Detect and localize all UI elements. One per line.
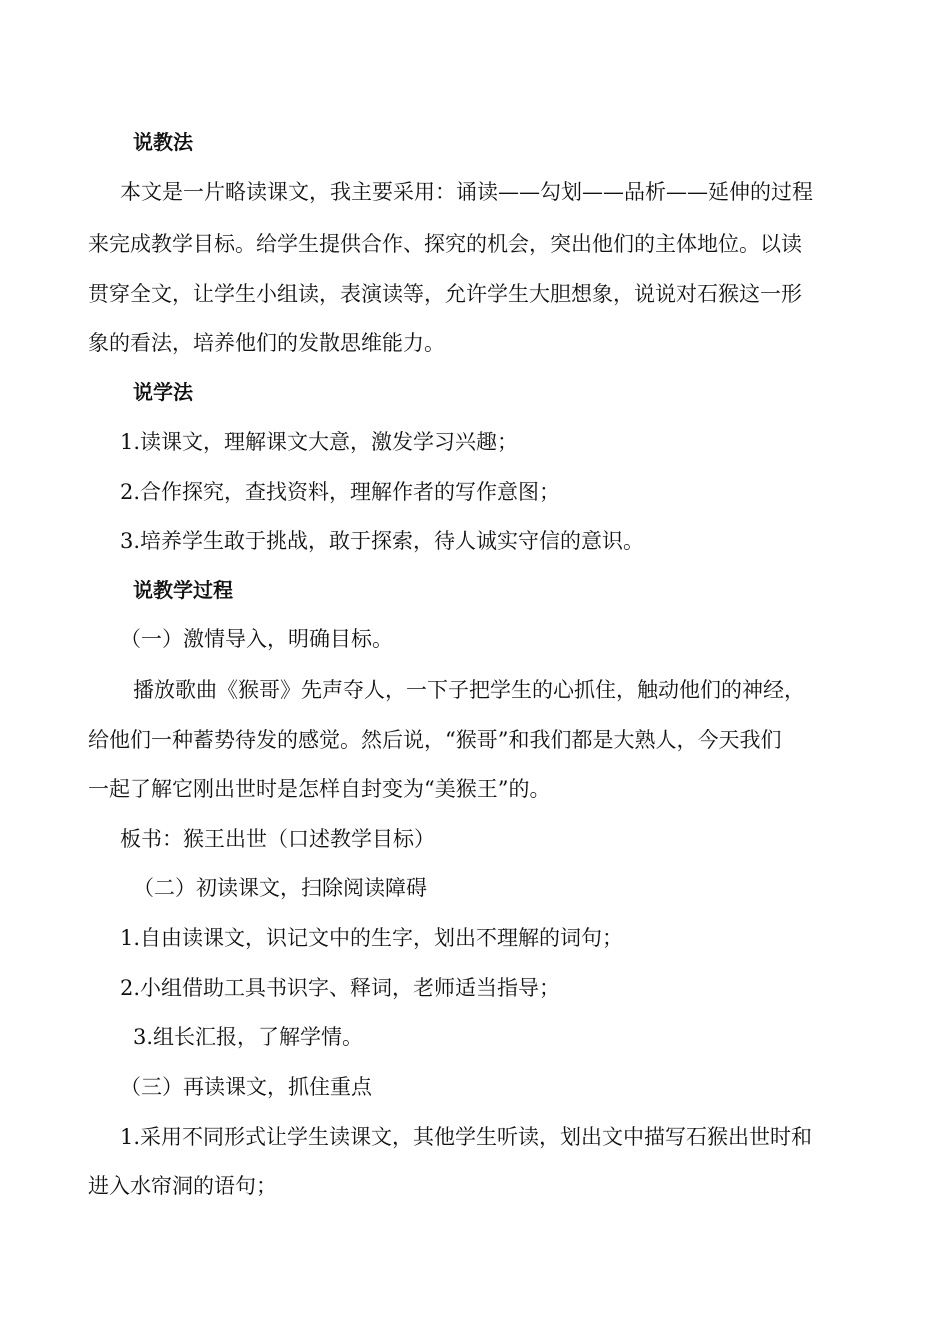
list-item: 1.自由读课文，识记文中的生字，划出不理解的词句； bbox=[120, 926, 624, 950]
paragraph-line: 象的看法，培养他们的发散思维能力。 bbox=[88, 331, 445, 355]
list-item: 2.合作探究，查找资料，理解作者的写作意图； bbox=[120, 480, 561, 504]
blackboard-note: 板书：猴王出世（口述教学目标） bbox=[120, 827, 435, 851]
step-title: （一）激情导入，明确目标。 bbox=[120, 627, 393, 651]
paragraph-line: 贯穿全文，让学生小组读，表演读等，允许学生大胆想象，说说对石猴这一形 bbox=[88, 282, 802, 306]
paragraph-line: 播放歌曲《猴哥》先声夺人，一下子把学生的心抓住，触动他们的神经， bbox=[133, 678, 805, 702]
heading-teaching-process: 说教学过程 bbox=[133, 578, 233, 602]
step-title: （三）再读课文，抓住重点 bbox=[120, 1075, 372, 1099]
paragraph-line: 来完成教学目标。给学生提供合作、探究的机会，突出他们的主体地位。以读 bbox=[88, 232, 802, 256]
paragraph-line: 本文是一片略读课文，我主要采用：诵读——勾划——品析——延伸的过程 bbox=[120, 180, 813, 204]
list-item: 3.培养学生敢于挑战，敢于探索，待人诚实守信的意识。 bbox=[120, 529, 645, 553]
list-item: 2.小组借助工具书识字、释词，老师适当指导； bbox=[120, 976, 561, 1000]
list-item: 1.读课文，理解课文大意，激发学习兴趣； bbox=[120, 430, 519, 454]
step-title: （二）初读课文，扫除阅读障碍 bbox=[133, 876, 427, 900]
paragraph-line: 1.采用不同形式让学生读课文，其他学生听读，划出文中描写石猴出世时和 bbox=[120, 1125, 813, 1149]
heading-teaching-method: 说教法 bbox=[133, 130, 193, 154]
heading-learning-method: 说学法 bbox=[133, 380, 193, 404]
list-item: 3.组长汇报，了解学情。 bbox=[133, 1025, 364, 1049]
paragraph-line: 进入水帘洞的语句； bbox=[88, 1174, 277, 1198]
paragraph-line: 一起了解它刚出世时是怎样自封变为“美猴王”的。 bbox=[88, 777, 551, 801]
paragraph-line: 给他们一种蓄势待发的感觉。然后说，“猴哥”和我们都是大熟人，今天我们 bbox=[88, 728, 782, 752]
